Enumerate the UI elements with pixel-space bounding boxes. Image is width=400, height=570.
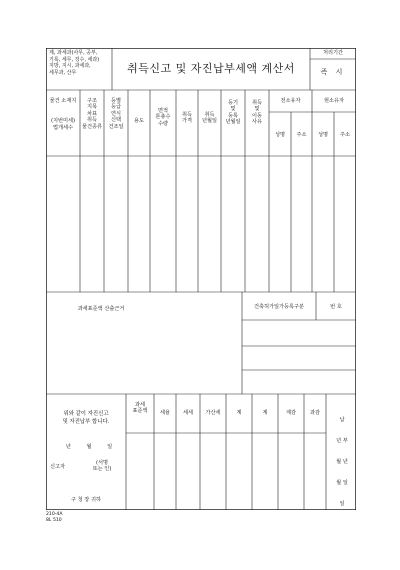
number-label: 번 호	[330, 304, 342, 310]
col-transfer: 등기 및 등록 년월일	[225, 100, 241, 126]
col-location-parenthetical: (지번미세) 법개세수	[50, 118, 76, 131]
seal-note: (서명 또는 인)	[92, 460, 112, 473]
col-date: 취득 년월일	[201, 112, 218, 125]
col-reason: 취득 및 이동 사유	[251, 100, 263, 126]
tax-header-tax: 세세	[182, 410, 194, 416]
tax-header-rate: 세율	[159, 410, 171, 416]
form-title: 취득신고 및 자진납부세액 계산서	[127, 62, 295, 75]
period-label: 처리기간	[322, 50, 344, 56]
tax-base-header: 과세 표준액	[132, 402, 148, 415]
col-class: 등별 등급 연식 신택 건조일	[108, 98, 124, 130]
tax-header-deduct: 계감	[285, 410, 297, 416]
registry-label: 건축허가일가등록구분	[253, 304, 305, 310]
col-prev-address: 주소	[296, 132, 307, 138]
col-previous-owner: 전소유자	[280, 98, 301, 104]
applicant-label: 신고자	[50, 464, 66, 470]
tax-header-sum-1: 계	[236, 410, 242, 416]
tax-declaration-form	[46, 48, 356, 510]
col-price: 취득 가격	[181, 112, 193, 125]
payment-side-labels: 납 년 부 월 년 월 일 일	[336, 417, 348, 507]
col-location-label: 물건 소재지	[49, 98, 77, 104]
col-structure: 구조 지목 차표 취득 물건종류	[81, 98, 103, 130]
processing-dept-line: 계, 과세과(사무, 공부,	[49, 50, 98, 56]
tax-header-penalty: 가산세	[205, 410, 221, 416]
col-curr-name: 성명	[317, 132, 329, 138]
tax-header-sum-2: 계	[262, 410, 268, 416]
processing-dept-line: 기록, 세무, 징수, 세과)	[49, 56, 100, 63]
form-footer	[46, 512, 63, 524]
col-location	[46, 98, 80, 131]
col-curr-address: 주소	[339, 132, 351, 138]
paper-spec: 8L 510	[46, 518, 62, 523]
declaration-date: 년 월 일	[65, 444, 113, 450]
col-prev-name: 성명	[274, 132, 286, 138]
processing-dept-line: 세무과, 산무	[49, 69, 77, 76]
addressee: 구 청 장 귀하	[70, 497, 101, 503]
col-current-owner: 현소유자	[323, 98, 345, 104]
processing-dept-line: 지방, 지시, 과세과,	[49, 63, 91, 69]
declaration-text: 위와 같이 자진신고 및 자진납부 합니다.	[62, 411, 110, 425]
col-area: 면적 톤총수 수량	[155, 108, 171, 127]
processing-dept	[49, 50, 111, 76]
period-value: 즉 시	[320, 68, 346, 76]
form-code: 210-4A	[46, 512, 63, 517]
tax-header-reduce: 과감	[309, 410, 321, 416]
col-usage: 용도	[133, 118, 145, 124]
tax-basis-label: 과세표준액 산출근거	[77, 306, 125, 312]
